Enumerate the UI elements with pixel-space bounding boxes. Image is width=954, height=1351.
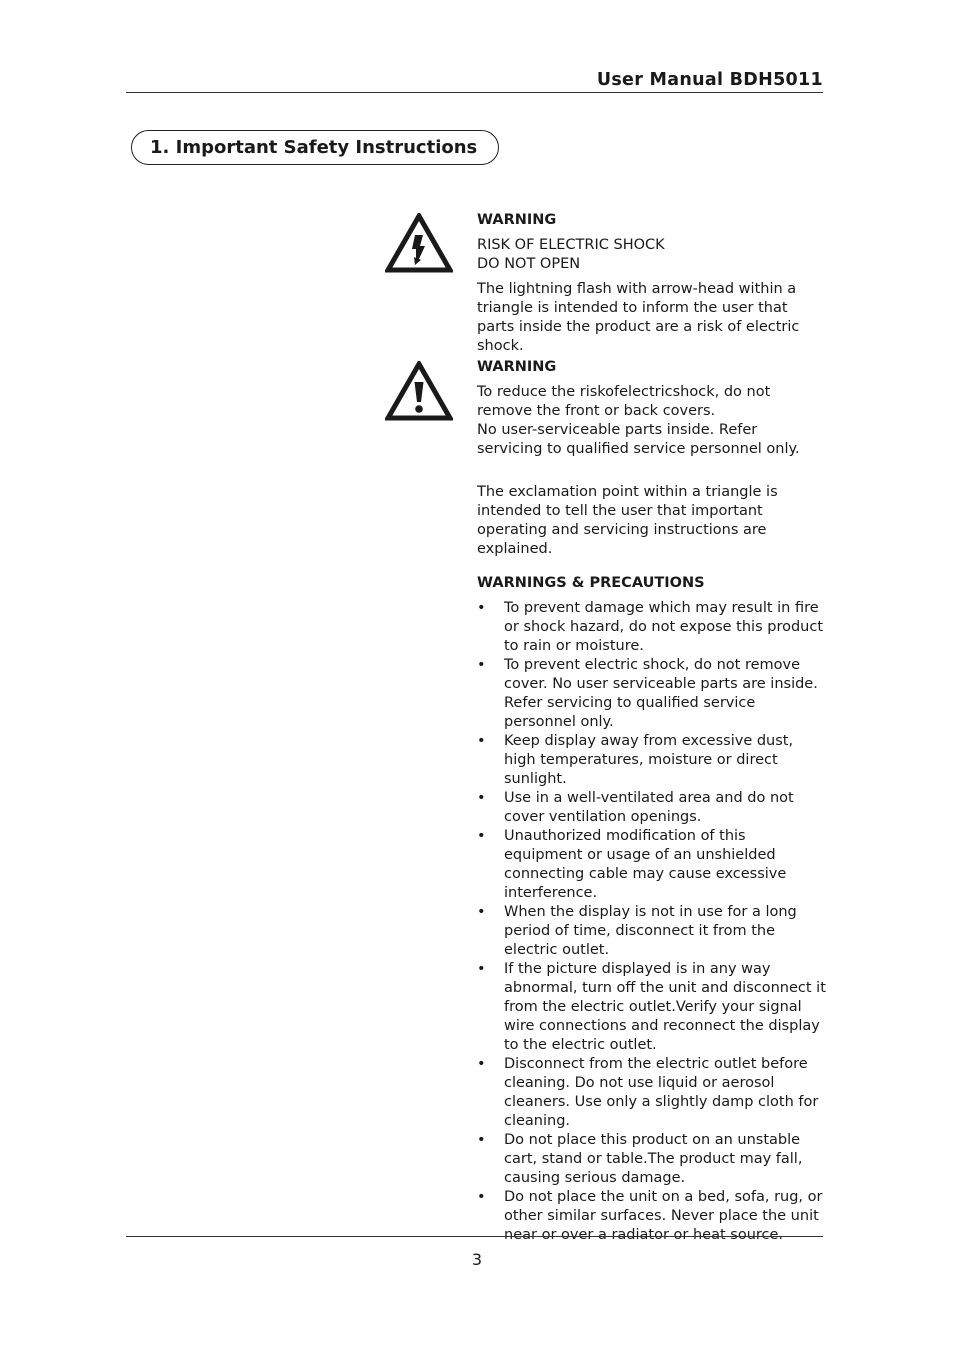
warning-shock-block: [477, 211, 827, 356]
page-number: 3: [471, 1250, 483, 1269]
warning-line: RISK OF ELECTRIC SHOCK: [477, 237, 665, 253]
warning-line: DO NOT OPEN: [477, 256, 581, 272]
exclamation-triangle-icon: [385, 361, 453, 421]
precautions-block: [477, 574, 827, 1245]
lightning-triangle-icon: [385, 213, 453, 273]
list-item: • Disconnect from the electric outlet before cleaning. Do not use liquid or aerosol cleaners. Use only a slightly damp cloth for cleaning.: [477, 1055, 827, 1131]
precautions-list: [477, 599, 827, 1245]
warning-body: The lightning flash with arrow-head within a triangle is intended to inform the user that parts inside the product are a risk of electric shock.: [477, 281, 800, 354]
precautions-heading: WARNINGS & PRECAUTIONS: [477, 575, 705, 591]
footer-divider: [126, 1236, 823, 1237]
section-title: [131, 130, 499, 165]
header-divider: [126, 92, 823, 93]
list-item: • Do not place the unit on a bed, sofa, rug, or other similar surfaces. Never place the unit near or over a radiator or heat source.: [477, 1188, 827, 1245]
section-title-text: 1. Important Safety Instructions: [150, 137, 478, 158]
list-item: • Keep display away from excessive dust, high temperatures, moisture or direct sunlight.: [477, 732, 827, 789]
list-item: • To prevent damage which may result in fire or shock hazard, do not expose this product to rain or moisture.: [477, 599, 827, 656]
warning-body: No user-serviceable parts inside. Refer servicing to qualified service personnel only.: [477, 422, 800, 457]
warning-body: The exclamation point within a triangle is intended to tell the user that important operating and servicing instructions are explained.: [477, 484, 778, 557]
list-item: • Use in a well-ventilated area and do not cover ventilation openings.: [477, 789, 827, 827]
manual-title: User Manual BDH5011: [596, 70, 823, 90]
warning-heading: WARNING: [477, 359, 557, 375]
list-item: • Do not place this product on an unstable cart, stand or table.The product may fall, causing serious damage.: [477, 1131, 827, 1188]
list-item: • To prevent electric shock, do not remove cover. No user serviceable parts are inside. Refer servicing to qualified service personnel only.: [477, 656, 827, 732]
warning-heading: WARNING: [477, 212, 557, 228]
list-item: • If the picture displayed is in any way abnormal, turn off the unit and disconnect it from the electric outlet.Verify your signal wire connections and reconnect the display to the electric outlet.: [477, 960, 827, 1055]
warning-exclamation-block: [477, 358, 827, 559]
list-item: • Unauthorized modification of this equipment or usage of an unshielded connecting cable may cause excessive interference.: [477, 827, 827, 903]
list-item: • When the display is not in use for a long period of time, disconnect it from the electric outlet.: [477, 903, 827, 960]
warning-body: To reduce the riskofelectricshock, do not remove the front or back covers.: [477, 384, 771, 419]
